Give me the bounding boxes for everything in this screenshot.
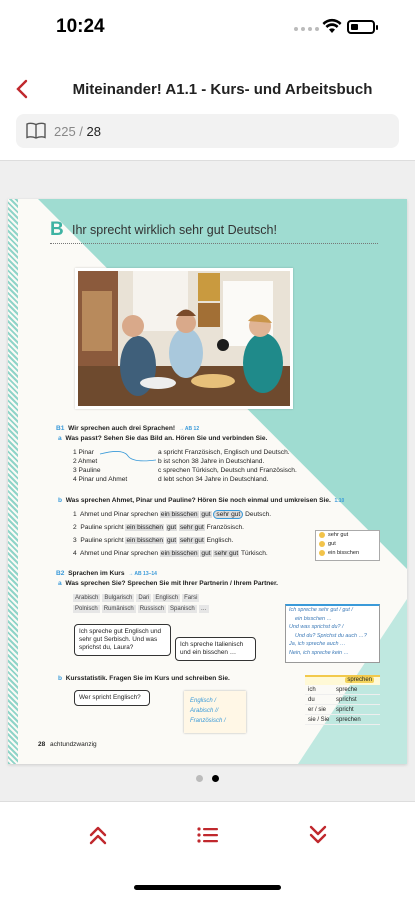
b2a-instruction [58,580,278,588]
b1a-instruction [58,435,267,443]
match-right-a: a spricht Französisch, Englisch und Deutsch. [158,449,290,456]
b2a-text: Was sprechen Sie? Sprechen Sie mit Ihrer Partnerin / Ihrem Partner. [65,580,279,587]
b-line-2: 2 Pauline spricht ein bisschen gut sehr gut Französisch. [73,524,245,531]
b1-ref: → AB 12 [178,426,200,432]
book-icon [26,122,46,139]
table-row: er / sie spricht [305,705,380,715]
b2b-label: b [58,675,63,682]
b2a-label: a [58,580,62,587]
match-right-b: b ist schon 38 Jahre in Deutschland. [158,458,265,465]
kitchen-photo [75,268,293,409]
page-number-bar[interactable] [16,114,399,148]
kitchen-scene-image [78,271,290,406]
speech-bubble-1: Ich spreche gut Englisch und sehr gut Serbisch. Und was sprichst du, Laura? [74,624,171,656]
wifi-icon [322,18,342,34]
audio-ref: 1.10 [334,498,345,504]
legend-item: sehr gut [316,531,379,540]
b2-label: B2 [56,570,65,577]
b-line-3: 3 Pauline spricht ein bisschen gut sehr gut Englisch. [73,537,234,544]
legend-item: gut [316,540,379,549]
list-menu-icon[interactable] [196,824,220,846]
rating-legend [315,530,380,561]
match-left-3: 3 Pauline [73,467,101,474]
b-line-1: 1 Ahmet und Pinar sprechen ein bisschen gut sehr gut Deutsch. [73,511,272,518]
speech-bubble-2: Ich spreche Italienisch und ein bisschen … [175,637,256,661]
double-chevron-down-icon[interactable] [306,824,330,846]
page-total: 225 / [54,124,83,139]
match-left-1: 1 Pinar [73,449,94,456]
dotted-divider [50,243,378,244]
footer-page-number: 28 [38,741,46,748]
bottom-toolbar [0,802,415,868]
page-indicator[interactable] [0,775,415,782]
page-counter [54,124,101,139]
app-header [0,72,415,108]
match-right-c: c sprechen Türkisch, Deutsch und Französisch. [158,467,297,474]
page-current[interactable]: 28 [86,124,102,139]
match-left-4: 4 Pinar und Ahmet [73,476,128,483]
page-title: Miteinander! A1.1 - Kurs- und Arbeitsbuch [72,81,373,98]
double-chevron-up-icon[interactable] [86,824,110,846]
b2-ref: → AB 13–14 [128,571,157,577]
section-letter: B [50,219,64,240]
b1-heading-text: Wir sprechen auch drei Sprachen! [68,425,176,432]
language-tags-row-2: Polnisch Rumänisch Russisch Spanisch … [75,606,207,612]
tally-note: Englisch / Arabisch // Französisch / [184,691,246,733]
b2-heading [56,570,157,578]
footer-page-word: achtundzwanzig [50,741,97,748]
battery-icon [347,20,375,34]
page-dot-active[interactable] [212,775,219,782]
b1b-instruction [58,497,344,505]
status-bar [0,0,415,56]
table-row: du sprichst [305,695,380,705]
b1-heading [56,425,199,433]
page-footer [38,741,97,748]
match-right-d: d lebt schon 34 Jahre in Deutschland. [158,476,269,483]
b1b-label: b [58,497,63,504]
legend-item: ein bisschen [316,549,379,558]
status-time: 10:24 [56,16,105,37]
page-spine-pattern [8,199,18,764]
b1a-text: Was passt? Sehen Sie das Bild an. Hören Sie und verbinden Sie. [65,435,268,442]
speech-bubble-3: Wer spricht Englisch? [74,690,150,706]
signal-dots-icon [294,27,319,31]
b1a-label: a [58,435,62,442]
back-chevron-icon[interactable] [12,76,34,102]
phrase-box: Ich spreche sehr gut / gut / ein bisschen … Und was sprichst du? / Und du? Sprichst du auch …? Ja, ich spreche auch … Nein, ich spreche kein … [285,604,380,663]
page-viewer[interactable] [0,161,415,801]
match-line [98,450,158,464]
conjugation-table [305,675,380,725]
b2-heading-text: Sprachen im Kurs [68,570,125,577]
section-title: Ihr sprecht wirklich sehr gut Deutsch! [72,223,277,237]
match-left-2: 2 Ahmet [73,458,98,465]
b2b-text: Kursstatistik. Fragen Sie im Kurs und schreiben Sie. [65,675,230,682]
language-tags-row-1: Arabisch Bulgarisch Dari Englisch Farsi [75,595,198,601]
page-dot[interactable] [196,775,203,782]
book-page [8,199,407,764]
home-indicator[interactable] [134,885,281,890]
table-row: sie / Sie sprechen [305,715,380,725]
b1b-text: Was sprechen Ahmet, Pinar und Pauline? Hören Sie noch einmal und umkreisen Sie. [65,497,331,504]
b1-label: B1 [56,425,65,432]
conjugation-header: sprechen [347,677,372,683]
b2b-instruction [58,675,230,683]
b-line-4: 4 Ahmet und Pinar sprechen ein bisschen gut sehr gut Türkisch. [73,550,268,557]
table-row: ich spreche [305,685,380,695]
